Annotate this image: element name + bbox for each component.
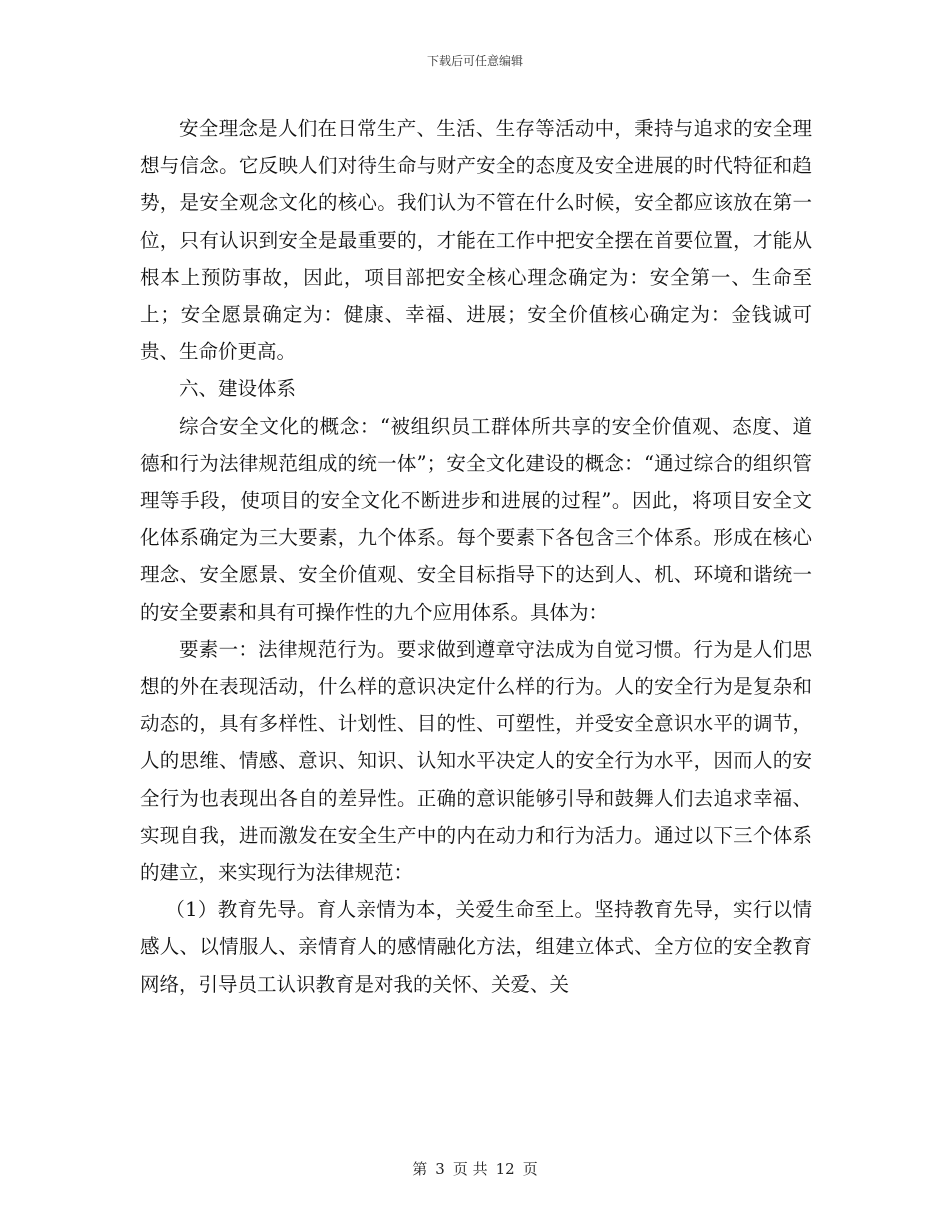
total-pages: 12 (495, 1160, 515, 1178)
page-header: 下载后可任意编辑 (426, 54, 523, 68)
footer-suffix: 页 (522, 1160, 538, 1178)
footer-prefix: 第 (412, 1160, 428, 1178)
footer-mid: 页 共 (452, 1160, 488, 1178)
page-footer (0, 1158, 950, 1179)
section-heading: 六、建设体系 (179, 377, 297, 401)
paragraph-education-first: （1）教育先导。育人亲情为本，关爱生命至上。坚持教育先导，实行以情感人、以情服人、亲情育人的感情融化方法，组建立体式、全方位的安全教育网络，引导员工认识教育是对我的关怀、关爱、关 (140, 898, 812, 996)
current-page-number: 3 (435, 1160, 445, 1178)
document-body (140, 110, 812, 1003)
paragraph-safety-concept: 安全理念是人们在日常生产、生活、生存等活动中，秉持与追求的安全理想与信念。它反映人们对待生命与财产安全的态度及安全进展的时代特征和趋势，是安全观念文化的核心。我们认为不管在什么时候，安全都应该放在第一位，只有认识到安全是最重要的，才能在工作中把安全摆在首要位置，才能从根本上预防事故，因此，项目部把安全核心理念确定为：安全第一、生命至上；安全愿景确定为：健康、幸福、进展；安全价值核心确定为：金钱诚可贵、生命价更高。 (140, 117, 812, 364)
paragraph-element-one: 要素一：法律规范行为。要求做到遵章守法成为自觉习惯。行为是人们思想的外在表现活动，什么样的意识决定什么样的行为。人的安全行为是复杂和动态的，具有多样性、计划性、目的性、可塑性，并受安全意识水平的调节，人的思维、情感、意识、知识、认知水平决定人的安全行为水平，因而人的安全行为也表现出各自的差异性。正确的意识能够引导和鼓舞人们去追求幸福、实现自我，进而激发在安全生产中的内在动力和行为活力。通过以下三个体系的建立，来实现行为法律规范： (140, 637, 812, 885)
paragraph-safety-culture: 综合安全文化的概念：“被组织员工群体所共享的安全价值观、态度、道德和行为法律规范组成的统一体”；安全文化建设的概念：“通过综合的组织管理等手段，使项目的安全文化不断进步和进展的过程”。因此，将项目安全文化体系确定为三大要素，九个体系。每个要素下各包含三个体系。形成在核心理念、安全愿景、安全价值观、安全目标指导下的达到人、机、环境和谐统一的安全要素和具有可操作性的九个应用体系。具体为： (140, 414, 812, 624)
